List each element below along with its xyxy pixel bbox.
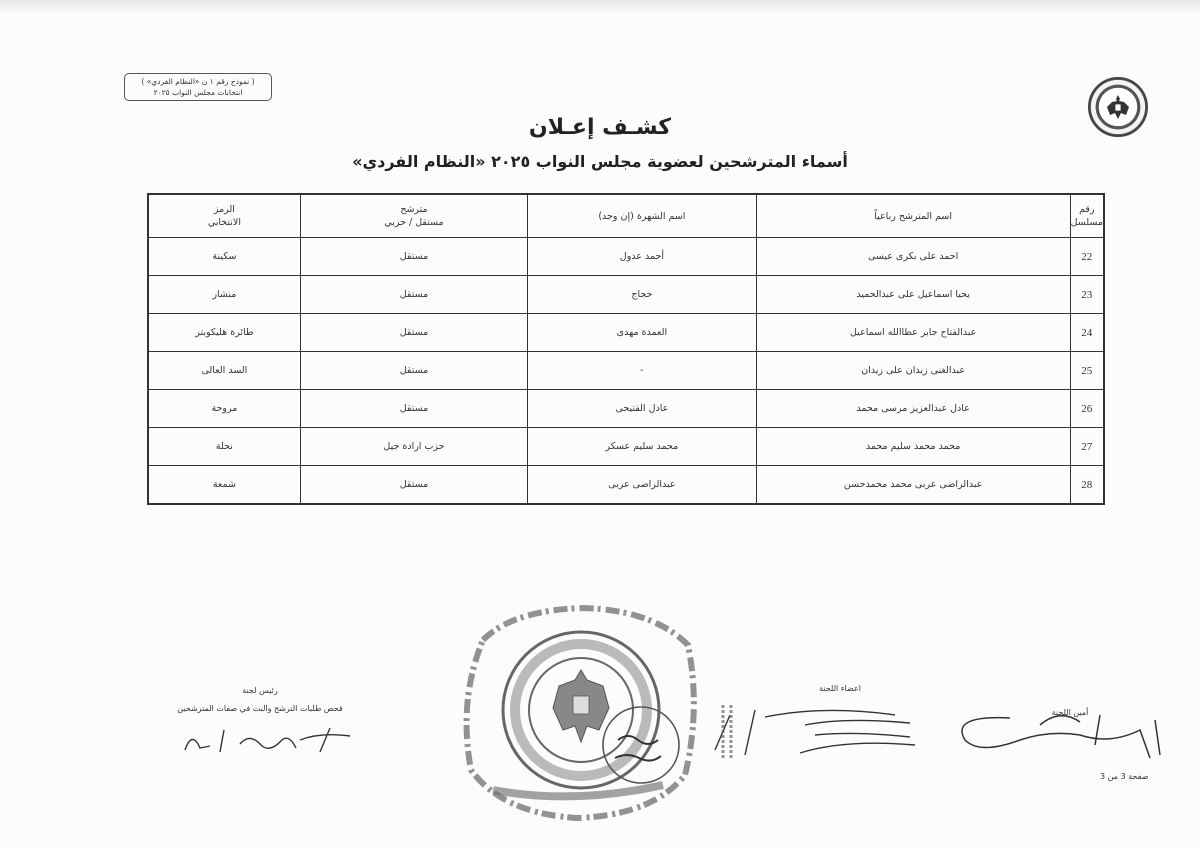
page-subtitle: أسماء المترشحين لعضوية مجلس النواب ٢٠٢٥ «النظام الفردي»: [352, 152, 848, 171]
cell-symbol: شمعة: [148, 466, 300, 505]
form-number-box: [124, 73, 272, 101]
cell-name: عادل عبدالعزيز مرسى محمد: [756, 390, 1070, 428]
page-title: كشـف إعـلان: [528, 115, 672, 140]
table-row: [148, 428, 1104, 466]
cell-num: 26: [1070, 390, 1104, 428]
committee-head-title: رئيس لجنة: [242, 686, 278, 695]
cell-symbol: نحلة: [148, 428, 300, 466]
cell-fame: أحمد عدول: [528, 238, 757, 276]
cell-type: مستقل: [300, 390, 527, 428]
table-row: [148, 276, 1104, 314]
cell-symbol: سكينة: [148, 238, 300, 276]
cell-type: حزب ارادة جيل: [300, 428, 527, 466]
cell-type: مستقل: [300, 238, 527, 276]
header-name: اسم المترشح رباعياً: [756, 194, 1070, 238]
header-type: مترشح مستقل / حزبي: [300, 194, 527, 238]
header-fame: اسم الشهرة (إن وجد): [528, 194, 757, 238]
cell-name: عبدالراضى عربى محمد محمدحسن: [756, 466, 1070, 505]
header-symbol: الرمز الانتخابي: [148, 194, 300, 238]
cell-fame: -: [528, 352, 757, 390]
header-num: رقم مسلسل: [1070, 194, 1104, 238]
cell-fame: حجاج: [528, 276, 757, 314]
cell-fame: العمدة مهدى: [528, 314, 757, 352]
table-row: [148, 352, 1104, 390]
cell-type: مستقل: [300, 466, 527, 505]
form-box-line2: انتخابات مجلس النواب ٢٠٢٥: [153, 88, 243, 97]
table-header-row: [148, 194, 1104, 238]
cell-symbol: طائرة هليكوبتر: [148, 314, 300, 352]
committee-secretary-signature-icon: [950, 700, 1175, 770]
table-row: [148, 390, 1104, 428]
committee-members-signature-icon: [705, 695, 925, 765]
cell-num: 24: [1070, 314, 1104, 352]
cell-num: 25: [1070, 352, 1104, 390]
cell-name: عبدالفتاح جابر عطاالله اسماعيل: [756, 314, 1070, 352]
committee-secretary-title: أمين اللجنة: [1051, 708, 1089, 717]
cell-name: احمد على بكرى عيسى: [756, 238, 1070, 276]
cell-fame: محمد سليم عسكر: [528, 428, 757, 466]
cell-symbol: السد العالى: [148, 352, 300, 390]
cell-name: عبدالغنى زيدان على زيدان: [756, 352, 1070, 390]
committee-head-subtitle: فحص طلبات الترشح والبت في صفات المترشحين: [177, 704, 343, 713]
ministry-seal-icon: [453, 600, 703, 825]
table-row: [148, 466, 1104, 505]
cell-num: 22: [1070, 238, 1104, 276]
table-row: [148, 314, 1104, 352]
cell-fame: عادل الفتيحى: [528, 390, 757, 428]
committee-members-title: اعضاء اللجنة: [819, 684, 861, 693]
committee-head-signature-icon: [180, 722, 355, 760]
cell-num: 28: [1070, 466, 1104, 505]
cell-type: مستقل: [300, 352, 527, 390]
page-number: صفحة 3 من 3: [1100, 772, 1149, 781]
scan-edge: [0, 0, 1200, 14]
cell-name: محمد محمد سليم محمد: [756, 428, 1070, 466]
cell-fame: عبدالراضى عربى: [528, 466, 757, 505]
form-box-line1: ( نموذج رقم ١ ن «النظام الفردي» ): [141, 77, 255, 86]
cell-type: مستقل: [300, 276, 527, 314]
cell-symbol: مروحة: [148, 390, 300, 428]
cell-name: يحيا اسماعيل على عبدالحميد: [756, 276, 1070, 314]
cell-symbol: منشار: [148, 276, 300, 314]
cell-num: 27: [1070, 428, 1104, 466]
table-row: [148, 238, 1104, 276]
cell-num: 23: [1070, 276, 1104, 314]
candidates-table: [147, 193, 1105, 505]
cell-type: مستقل: [300, 314, 527, 352]
